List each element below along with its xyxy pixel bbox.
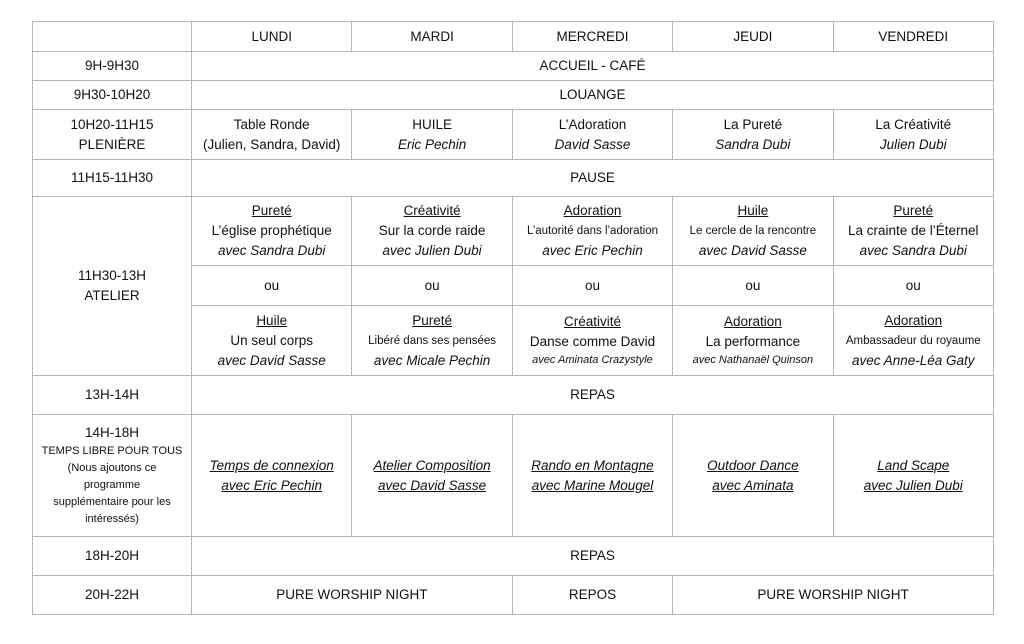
time-cell: 9H-9H30 <box>33 52 192 81</box>
activity-cell <box>512 415 672 537</box>
or-cell: ou <box>512 266 672 306</box>
atelier-speaker: avec Sandra Dubi <box>859 243 967 258</box>
session-label: TEMPS LIBRE POUR TOUS <box>41 445 183 457</box>
atelier-speaker: avec Nathanaël Quinson <box>692 354 814 366</box>
or-cell: ou <box>352 266 512 306</box>
pleniere-cell <box>673 110 833 160</box>
atelier-theme: Pureté <box>251 203 292 218</box>
note-line: intéressés) <box>85 513 139 525</box>
row-atelier-a <box>33 197 994 266</box>
time-cell: 11H15-11H30 <box>33 160 192 197</box>
activity-cell <box>833 415 993 537</box>
activity-speaker: avec Marine Mougel <box>531 477 654 493</box>
activity-cell <box>352 415 512 537</box>
session-speaker: David Sasse <box>554 136 631 152</box>
time-cell: 20H-22H <box>33 576 192 615</box>
or-cell: ou <box>673 266 833 306</box>
atelier-cell <box>512 197 672 266</box>
atelier-theme: Adoration <box>563 203 622 218</box>
activity-title: Temps de connexion <box>209 457 334 473</box>
atelier-theme: Pureté <box>412 312 452 328</box>
pleniere-cell <box>192 110 352 160</box>
atelier-cell <box>192 306 352 376</box>
span-cell: PAUSE <box>192 160 994 197</box>
or-cell: ou <box>833 266 993 306</box>
worship-cell: PURE WORSHIP NIGHT <box>673 576 994 615</box>
atelier-speaker: avec David Sasse <box>217 352 326 368</box>
pleniere-cell <box>833 110 993 160</box>
activity-speaker: avec Eric Pechin <box>221 477 322 493</box>
span-cell: ACCUEIL - CAFÉ <box>192 52 994 81</box>
day-header: LUNDI <box>192 22 352 52</box>
activity-speaker: avec Julien Dubi <box>863 477 963 493</box>
schedule-table <box>32 21 994 615</box>
row-soiree <box>33 576 994 615</box>
header-row <box>33 22 994 52</box>
activity-title: Atelier Composition <box>373 457 491 473</box>
activity-title: Outdoor Dance <box>707 457 799 473</box>
atelier-speaker: avec Micale Pechin <box>373 352 491 368</box>
activity-speaker: avec David Sasse <box>378 477 487 493</box>
activity-title: Land Scape <box>877 457 950 473</box>
time-cell: 13H-14H <box>33 376 192 415</box>
note-line: (Nous ajoutons ce <box>67 462 157 474</box>
atelier-speaker: avec Anne-Léa Gaty <box>851 352 975 368</box>
row-repas-midi <box>33 376 994 415</box>
atelier-title: Le cercle de la rencontre <box>689 225 817 237</box>
atelier-title: Ambassadeur du royaume <box>845 334 981 347</box>
time-label: 10H20-11H15 <box>70 116 154 132</box>
atelier-speaker: avec Julien Dubi <box>382 243 482 258</box>
span-cell: REPAS <box>192 376 994 415</box>
atelier-cell <box>833 197 993 266</box>
atelier-title: La crainte de l’Éternel <box>847 223 979 238</box>
atelier-speaker: avec David Sasse <box>698 243 807 258</box>
day-header: JEUDI <box>673 22 833 52</box>
pleniere-cell <box>512 110 672 160</box>
atelier-cell <box>192 197 352 266</box>
corner-cell <box>33 22 192 52</box>
atelier-speaker: avec Aminata Crazystyle <box>532 354 653 366</box>
note-line: supplémentaire pour les <box>53 496 171 508</box>
atelier-speaker: avec Sandra Dubi <box>218 243 326 258</box>
session-title: L’Adoration <box>558 116 627 132</box>
atelier-theme: Créativité <box>563 314 621 329</box>
span-cell: REPAS <box>192 537 994 576</box>
atelier-cell <box>352 197 512 266</box>
session-title: HUILE <box>412 116 452 132</box>
session-speaker: Eric Pechin <box>397 136 467 152</box>
atelier-title: Sur la corde raide <box>378 223 486 238</box>
row-repas-soir <box>33 537 994 576</box>
row-pause <box>33 160 994 197</box>
time-cell <box>33 415 192 537</box>
atelier-theme: Pureté <box>893 203 934 218</box>
session-speaker: (Julien, Sandra, David) <box>203 136 341 152</box>
atelier-theme: Créativité <box>403 203 461 218</box>
session-title: Table Ronde <box>233 116 310 132</box>
time-cell <box>33 197 192 376</box>
row-temps-libre <box>33 415 994 537</box>
or-cell: ou <box>192 266 352 306</box>
atelier-title: Danse comme David <box>529 334 656 349</box>
activity-cell <box>192 415 352 537</box>
note-line: programme <box>83 479 141 491</box>
atelier-cell <box>352 306 512 376</box>
span-cell: LOUANGE <box>192 81 994 110</box>
time-label: 11H30-13H <box>77 268 147 283</box>
day-header: VENDREDI <box>833 22 993 52</box>
session-label: PLENIÈRE <box>78 136 146 152</box>
session-title: La Pureté <box>723 116 783 132</box>
repos-cell: REPOS <box>512 576 672 615</box>
atelier-title: Un seul corps <box>230 332 313 348</box>
atelier-cell <box>833 306 993 376</box>
time-label: 14H-18H <box>84 425 140 440</box>
atelier-theme: Huile <box>256 312 288 328</box>
activity-title: Rando en Montagne <box>531 457 654 473</box>
atelier-speaker: avec Eric Pechin <box>542 243 643 258</box>
session-speaker: Julien Dubi <box>879 136 947 152</box>
activity-cell <box>673 415 833 537</box>
atelier-theme: Adoration <box>723 314 782 329</box>
atelier-cell <box>673 197 833 266</box>
day-header: MARDI <box>352 22 512 52</box>
atelier-title: L’église prophétique <box>211 223 332 238</box>
time-cell <box>33 110 192 160</box>
atelier-title: Libéré dans ses pensées <box>368 334 497 347</box>
session-label: ATELIER <box>84 288 140 303</box>
row-louange <box>33 81 994 110</box>
atelier-cell <box>673 306 833 376</box>
session-title: La Créativité <box>875 116 952 132</box>
time-cell: 9H30-10H20 <box>33 81 192 110</box>
atelier-title: L’autorité dans l’adoration <box>526 225 659 237</box>
worship-cell: PURE WORSHIP NIGHT <box>192 576 513 615</box>
row-pleniere <box>33 110 994 160</box>
atelier-cell <box>512 306 672 376</box>
atelier-title: La performance <box>705 334 801 349</box>
pleniere-cell <box>352 110 512 160</box>
atelier-theme: Huile <box>737 203 769 218</box>
time-cell: 18H-20H <box>33 537 192 576</box>
row-accueil <box>33 52 994 81</box>
atelier-theme: Adoration <box>884 312 943 328</box>
session-speaker: Sandra Dubi <box>715 136 791 152</box>
activity-speaker: avec Aminata <box>712 477 794 493</box>
day-header: MERCREDI <box>512 22 672 52</box>
